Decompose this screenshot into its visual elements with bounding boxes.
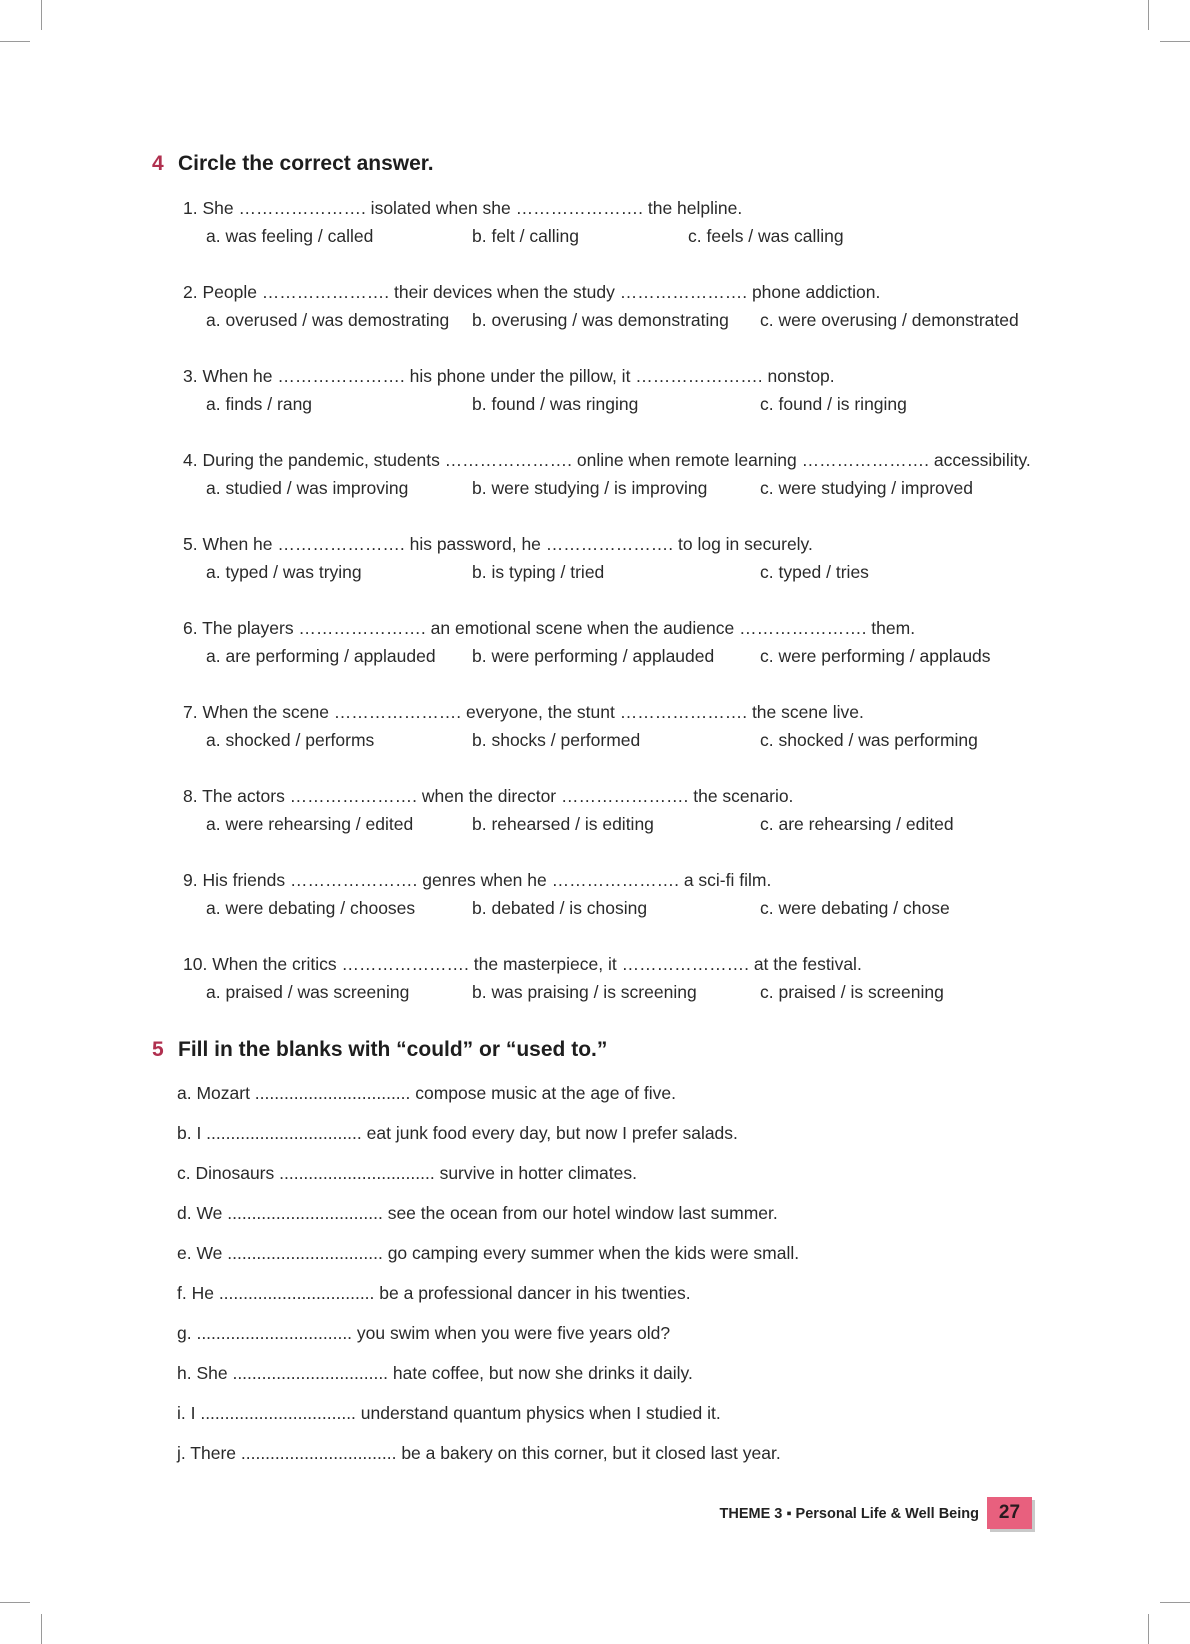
answer-options (206, 562, 1106, 582)
fill-in-item: a. Mozart ................................ compose music at the age of five. (177, 1083, 676, 1103)
option-b[interactable]: b. was praising / is screening (472, 982, 697, 1002)
question-text: 1. She …………………. isolated when she …………………. the helpline. (183, 198, 743, 218)
fill-in-item: h. She ................................ hate coffee, but now she drinks it daily. (177, 1363, 693, 1383)
page-number: 27 (987, 1497, 1032, 1529)
answer-options (206, 226, 1106, 246)
question-text: 2. People …………………. their devices when the study …………………. phone addiction. (183, 282, 881, 302)
crop-mark (1148, 0, 1149, 30)
option-b[interactable]: b. felt / calling (472, 226, 579, 246)
fill-in-item: j. There ................................ be a bakery on this corner, but it closed last year. (177, 1443, 781, 1463)
theme-label: THEME 3 ▪ Personal Life & Well Being (719, 1506, 979, 1522)
crop-mark (1148, 1614, 1149, 1644)
answer-options (206, 982, 1106, 1002)
crop-mark (1160, 41, 1190, 42)
answer-options (206, 814, 1106, 834)
option-c[interactable]: c. typed / tries (760, 562, 869, 582)
crop-mark (41, 0, 42, 30)
option-a[interactable]: a. were debating / chooses (206, 898, 416, 918)
option-b[interactable]: b. rehearsed / is editing (472, 814, 654, 834)
option-c[interactable]: c. found / is ringing (760, 394, 907, 414)
question-text: 8. The actors …………………. when the director …………………. the scenario. (183, 786, 794, 806)
crop-mark (1160, 1602, 1190, 1603)
option-a[interactable]: a. finds / rang (206, 394, 313, 414)
question-text: 5. When he …………………. his password, he …………………. to log in securely. (183, 534, 813, 554)
option-b[interactable]: b. debated / is chosing (472, 898, 648, 918)
question-text: 4. During the pandemic, students …………………. online when remote learning …………………. accessibility. (183, 450, 1031, 470)
section-number: 4 (152, 152, 164, 175)
section-number: 5 (152, 1038, 164, 1061)
option-c[interactable]: c. shocked / was performing (760, 730, 978, 750)
option-a[interactable]: a. were rehearsing / edited (206, 814, 414, 834)
option-c[interactable]: c. are rehearsing / edited (760, 814, 954, 834)
answer-options (206, 394, 1106, 414)
option-c[interactable]: c. praised / is screening (760, 982, 944, 1002)
question-text: 6. The players …………………. an emotional scene when the audience …………………. them. (183, 618, 916, 638)
option-b[interactable]: b. were performing / applauded (472, 646, 715, 666)
option-a[interactable]: a. typed / was trying (206, 562, 362, 582)
question-text: 3. When he …………………. his phone under the pillow, it …………………. nonstop. (183, 366, 835, 386)
fill-in-item: e. We ................................ go camping every summer when the kids were small. (177, 1243, 800, 1263)
section-heading: Circle the correct answer. (178, 152, 434, 175)
fill-in-item: b. I ................................ eat junk food every day, but now I prefer salads. (177, 1123, 738, 1143)
option-a[interactable]: a. shocked / performs (206, 730, 375, 750)
fill-in-item: g. ................................ you swim when you were five years old? (177, 1323, 671, 1343)
option-a[interactable]: a. are performing / applauded (206, 646, 436, 666)
answer-options (206, 478, 1106, 498)
option-c[interactable]: c. feels / was calling (688, 226, 844, 246)
fill-in-item: i. I ................................ understand quantum physics when I studied it. (177, 1403, 721, 1423)
question-text: 10. When the critics …………………. the masterpiece, it …………………. at the festival. (183, 954, 862, 974)
option-a[interactable]: a. was feeling / called (206, 226, 374, 246)
option-a[interactable]: a. overused / was demostrating (206, 310, 450, 330)
option-a[interactable]: a. praised / was screening (206, 982, 410, 1002)
answer-options (206, 646, 1106, 666)
page-footer (0, 1497, 1190, 1531)
question-text: 9. His friends …………………. genres when he …………………. a sci-fi film. (183, 870, 772, 890)
section-heading: Fill in the blanks with “could” or “used to.” (178, 1038, 608, 1061)
fill-in-item: d. We ................................ see the ocean from our hotel window last summer. (177, 1203, 778, 1223)
option-c[interactable]: c. were studying / improved (760, 478, 974, 498)
question-text: 7. When the scene …………………. everyone, the stunt …………………. the scene live. (183, 702, 864, 722)
option-b[interactable]: b. were studying / is improving (472, 478, 708, 498)
fill-in-item: f. He ................................ be a professional dancer in his twenties. (177, 1283, 691, 1303)
option-c[interactable]: c. were performing / applauds (760, 646, 991, 666)
section-5-title (152, 1038, 607, 1062)
fill-in-item: c. Dinosaurs ................................ survive in hotter climates. (177, 1163, 637, 1183)
answer-options (206, 898, 1106, 918)
answer-options (206, 310, 1106, 330)
option-b[interactable]: b. found / was ringing (472, 394, 639, 414)
answer-options (206, 730, 1106, 750)
option-b[interactable]: b. overusing / was demonstrating (472, 310, 729, 330)
option-b[interactable]: b. shocks / performed (472, 730, 641, 750)
option-c[interactable]: c. were overusing / demonstrated (760, 310, 1019, 330)
crop-mark (41, 1614, 42, 1644)
crop-mark (0, 41, 30, 42)
option-a[interactable]: a. studied / was improving (206, 478, 409, 498)
option-c[interactable]: c. were debating / chose (760, 898, 950, 918)
section-4-title (152, 152, 434, 176)
crop-mark (0, 1602, 30, 1603)
option-b[interactable]: b. is typing / tried (472, 562, 605, 582)
